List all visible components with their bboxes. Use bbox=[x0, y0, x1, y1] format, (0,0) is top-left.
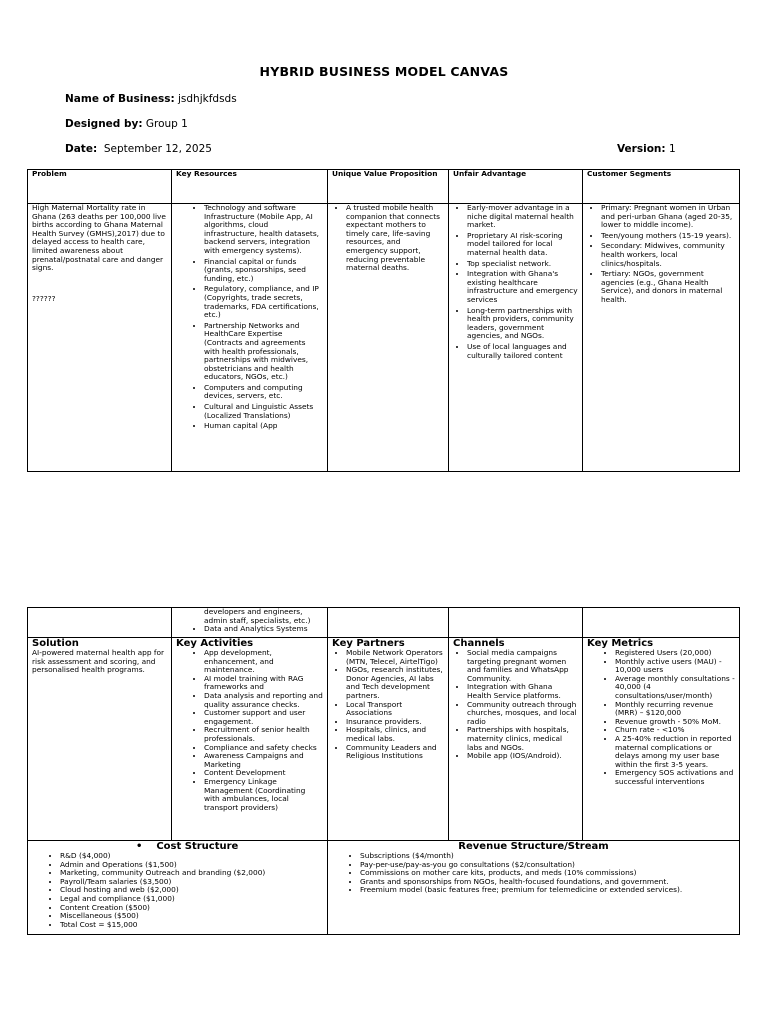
list-item: • Local Transport Associations bbox=[346, 701, 444, 718]
key-metrics-cell bbox=[583, 638, 740, 841]
list-item: • Mobile Network Operators (MTN, Telecel, AirtelTigo) bbox=[346, 649, 444, 666]
solution-text: AI-powered maternal health app for risk assessment and scoring, and personalised health programs. bbox=[32, 648, 165, 675]
list-item: • Miscellaneous ($500) bbox=[60, 912, 323, 921]
header-customer-segments: Customer Segments bbox=[583, 170, 740, 204]
list-item: • Partnership Networks and HealthCare Expertise (Contracts and agreements with health professionals, partnerships with midwives, obstetricians and health educators, NGOs, etc.) bbox=[204, 322, 323, 382]
key-resources-continuation-list bbox=[176, 608, 323, 634]
solution-cell bbox=[28, 638, 172, 841]
list-item: • Content Development bbox=[204, 769, 323, 778]
unfair-advantage-list bbox=[453, 204, 578, 360]
list-item: • Pay-per-use/pay-as-you go consultations ($2/consultation) bbox=[360, 861, 735, 870]
list-item: • Hospitals, clinics, and medical labs. bbox=[346, 726, 444, 743]
business-name-label: Name of Business: bbox=[65, 93, 175, 105]
list-item: • Community Leaders and Religious Institutions bbox=[346, 744, 444, 761]
list-item: • Financial capital or funds (grants, sponsorships, seed funding, etc.) bbox=[204, 258, 323, 284]
list-item: • Integration with Ghana Health Service platforms. bbox=[467, 683, 578, 700]
date-row bbox=[65, 143, 212, 155]
canvas-table-bottom bbox=[27, 607, 740, 935]
cost-structure-cell bbox=[28, 841, 328, 935]
list-item: • Emergency Linkage Management (Coordinating with ambulances, local transport providers) bbox=[204, 778, 323, 812]
header-key-partners: Key Partners bbox=[332, 638, 405, 649]
date-label: Date: bbox=[65, 143, 98, 155]
solution-continuation-cell bbox=[28, 608, 172, 638]
designed-by-value: Group 1 bbox=[145, 118, 188, 130]
uvp-list bbox=[332, 204, 444, 273]
revenue-cell bbox=[328, 841, 740, 935]
list-item: • Social media campaigns targeting pregnant women and families and WhatsApp Community. bbox=[467, 649, 578, 683]
list-item: • Payroll/Team salaries ($3,500) bbox=[60, 878, 323, 887]
list-item: • Early-mover advantage in a niche digital maternal health market. bbox=[467, 204, 578, 230]
list-item: • Freemium model (basic features free; premium for telemedicine or extended services). bbox=[360, 886, 735, 895]
list-item: • Customer support and user engagement. bbox=[204, 709, 323, 726]
list-item: • Content Creation ($500) bbox=[60, 904, 323, 913]
version-label: Version: bbox=[617, 143, 666, 155]
version-value: 1 bbox=[668, 143, 676, 155]
channels-cell bbox=[449, 638, 583, 841]
list-item: • A 25-40% reduction in reported maternal complications or delays among my user base within the first 3-5 years. bbox=[615, 735, 735, 769]
list-item: • Cultural and Linguistic Assets (Localized Translations) bbox=[204, 403, 323, 420]
list-item: • Partnerships with hospitals, maternity clinics, medical labs and NGOs. bbox=[467, 726, 578, 752]
header-problem: Problem bbox=[28, 170, 172, 204]
key-partners-cell bbox=[328, 638, 449, 841]
list-item: developers and engineers, admin staff, specialists, etc.) bbox=[204, 607, 311, 625]
business-name-value: jsdhjkfdsds bbox=[178, 93, 237, 105]
list-item: • NGOs, research institutes, Donor Agencies, AI labs and Tech development partners. bbox=[346, 666, 444, 700]
list-item: • Technology and software Infrastructure (Mobile App, AI algorithms, cloud infrastructure, health datasets, backend servers, integration with emergency systems). bbox=[204, 204, 323, 256]
cost-structure-title: Cost Structure bbox=[156, 841, 239, 852]
list-item: • A trusted mobile health companion that connects expectant mothers to timely care, life-saving resources, and emergency support, reducing preventable maternal deaths. bbox=[346, 204, 444, 273]
list-item: • Integration with Ghana's existing healthcare infrastructure and emergency services bbox=[467, 270, 578, 304]
list-item: • Primary: Pregnant women in Urban and peri-urban Ghana (aged 20-35, lower to middle income). bbox=[601, 204, 735, 230]
header-key-resources: Key Resources bbox=[172, 170, 328, 204]
list-item: • Average monthly consultations - 40,000 (4 consultations/user/month) bbox=[615, 675, 735, 701]
list-item: • Tertiary: NGOs, government agencies (e.g., Ghana Health Service), and donors in maternal health. bbox=[601, 270, 735, 304]
key-resources-continuation-cell bbox=[172, 608, 328, 638]
list-item: • Commissions on mother care kits, products, and meds (10% commissions) bbox=[360, 869, 735, 878]
list-item: • Monthly recurring revenue (MRR) – $120,000 bbox=[615, 701, 735, 718]
list-item: • Data analysis and reporting and quality assurance checks. bbox=[204, 692, 323, 709]
problem-cell bbox=[28, 204, 172, 472]
list-item: • Emergency SOS activations and successful interventions bbox=[615, 769, 735, 786]
list-item: • Registered Users (20,000) bbox=[615, 649, 735, 658]
revenue-list bbox=[332, 852, 735, 895]
list-item: • Top specialist network. bbox=[467, 260, 578, 269]
header-solution: Solution bbox=[32, 638, 79, 649]
version-row bbox=[617, 143, 676, 155]
header-unfair-advantage: Unfair Advantage bbox=[449, 170, 583, 204]
list-item: • Human capital (App bbox=[204, 422, 323, 431]
list-item: • Compliance and safety checks bbox=[204, 744, 323, 753]
list-item: • Community outreach through churches, mosques, and local radio bbox=[467, 701, 578, 727]
customer-segments-cell bbox=[583, 204, 740, 472]
list-item: • Use of local languages and culturally tailored content bbox=[467, 343, 578, 360]
list-item: • Mobile app (IOS/Android). bbox=[467, 752, 578, 761]
cost-structure-list bbox=[32, 852, 323, 929]
key-partners-list bbox=[332, 649, 444, 761]
canvas-table-top bbox=[27, 169, 740, 472]
list-item: • App development, enhancement, and maintenance. bbox=[204, 649, 323, 675]
unfair-advantage-cell bbox=[449, 204, 583, 472]
header-channels: Channels bbox=[453, 638, 505, 649]
business-name-row bbox=[65, 93, 237, 105]
list-item: • Data and Analytics Systems bbox=[204, 625, 323, 634]
list-item: • Marketing, community Outreach and branding ($2,000) bbox=[60, 869, 323, 878]
list-item: • Proprietary AI risk-scoring model tailored for local maternal health data. bbox=[467, 232, 578, 258]
list-item: • Grants and sponsorships from NGOs, health-focused foundations, and government. bbox=[360, 878, 735, 887]
list-item: • Legal and compliance ($1,000) bbox=[60, 895, 323, 904]
key-metrics-list bbox=[587, 649, 735, 787]
list-item: • Secondary: Midwives, community health workers, local clinics/hospitals. bbox=[601, 242, 735, 268]
channels-list bbox=[453, 649, 578, 761]
list-item: • R&D ($4,000) bbox=[60, 852, 323, 861]
list-item: • Total Cost = $15,000 bbox=[60, 921, 323, 930]
list-item: • Churn rate - <10% bbox=[615, 726, 735, 735]
problem-text: High Maternal Mortality rate in Ghana (263 deaths per 100,000 live births according to Ghana Maternal Health Survey (GMHS),2017) due to delayed access to health care, limited awareness about prenatal/postnatal care and danger signs. bbox=[32, 203, 166, 273]
customer-segments-list bbox=[587, 204, 735, 305]
list-item: • Subscriptions ($4/month) bbox=[360, 852, 735, 861]
uvp-cell bbox=[328, 204, 449, 472]
list-item: • AI model training with RAG frameworks and bbox=[204, 675, 323, 692]
problem-extra: ?????? bbox=[32, 293, 56, 303]
key-activities-cell bbox=[172, 638, 328, 841]
key-activities-list bbox=[176, 649, 323, 812]
list-item: • Long-term partnerships with health providers, community leaders, government agencies, and NGOs. bbox=[467, 307, 578, 341]
unfair-advantage-continuation-cell bbox=[449, 608, 583, 638]
list-item: • Revenue growth - 50% MoM. bbox=[615, 718, 735, 727]
list-item: • Teen/young mothers (15-19 years). bbox=[601, 232, 735, 241]
list-item: • Awareness Campaigns and Marketing bbox=[204, 752, 323, 769]
header-revenue: Revenue Structure/Stream bbox=[458, 841, 609, 852]
header-key-metrics: Key Metrics bbox=[587, 638, 654, 649]
list-item: • Recruitment of senior health professionals. bbox=[204, 726, 323, 743]
designed-by-label: Designed by: bbox=[65, 118, 143, 130]
list-item: • Regulatory, compliance, and IP (Copyrights, trade secrets, trademarks, FDA certifications, etc.) bbox=[204, 285, 323, 319]
header-unique-value-proposition: Unique Value Proposition bbox=[328, 170, 449, 204]
list-item: • Computers and computing devices, servers, etc. bbox=[204, 384, 323, 401]
list-item: • Monthly active users (MAU) - 10,000 users bbox=[615, 658, 735, 675]
date-value: September 12, 2025 bbox=[103, 143, 212, 155]
list-item: • Admin and Operations ($1,500) bbox=[60, 861, 323, 870]
key-resources-list bbox=[176, 204, 323, 431]
customer-segments-continuation-cell bbox=[583, 608, 740, 638]
header-key-activities: Key Activities bbox=[176, 638, 254, 649]
page-title: HYBRID BUSINESS MODEL CANVAS bbox=[259, 64, 509, 79]
designed-by-row bbox=[65, 118, 188, 130]
list-item: • Insurance providers. bbox=[346, 718, 444, 727]
key-resources-cell bbox=[172, 204, 328, 472]
header-cost-structure: • Cost Structure bbox=[136, 841, 239, 852]
list-item: • Cloud hosting and web ($2,000) bbox=[60, 886, 323, 895]
uvp-continuation-cell bbox=[328, 608, 449, 638]
